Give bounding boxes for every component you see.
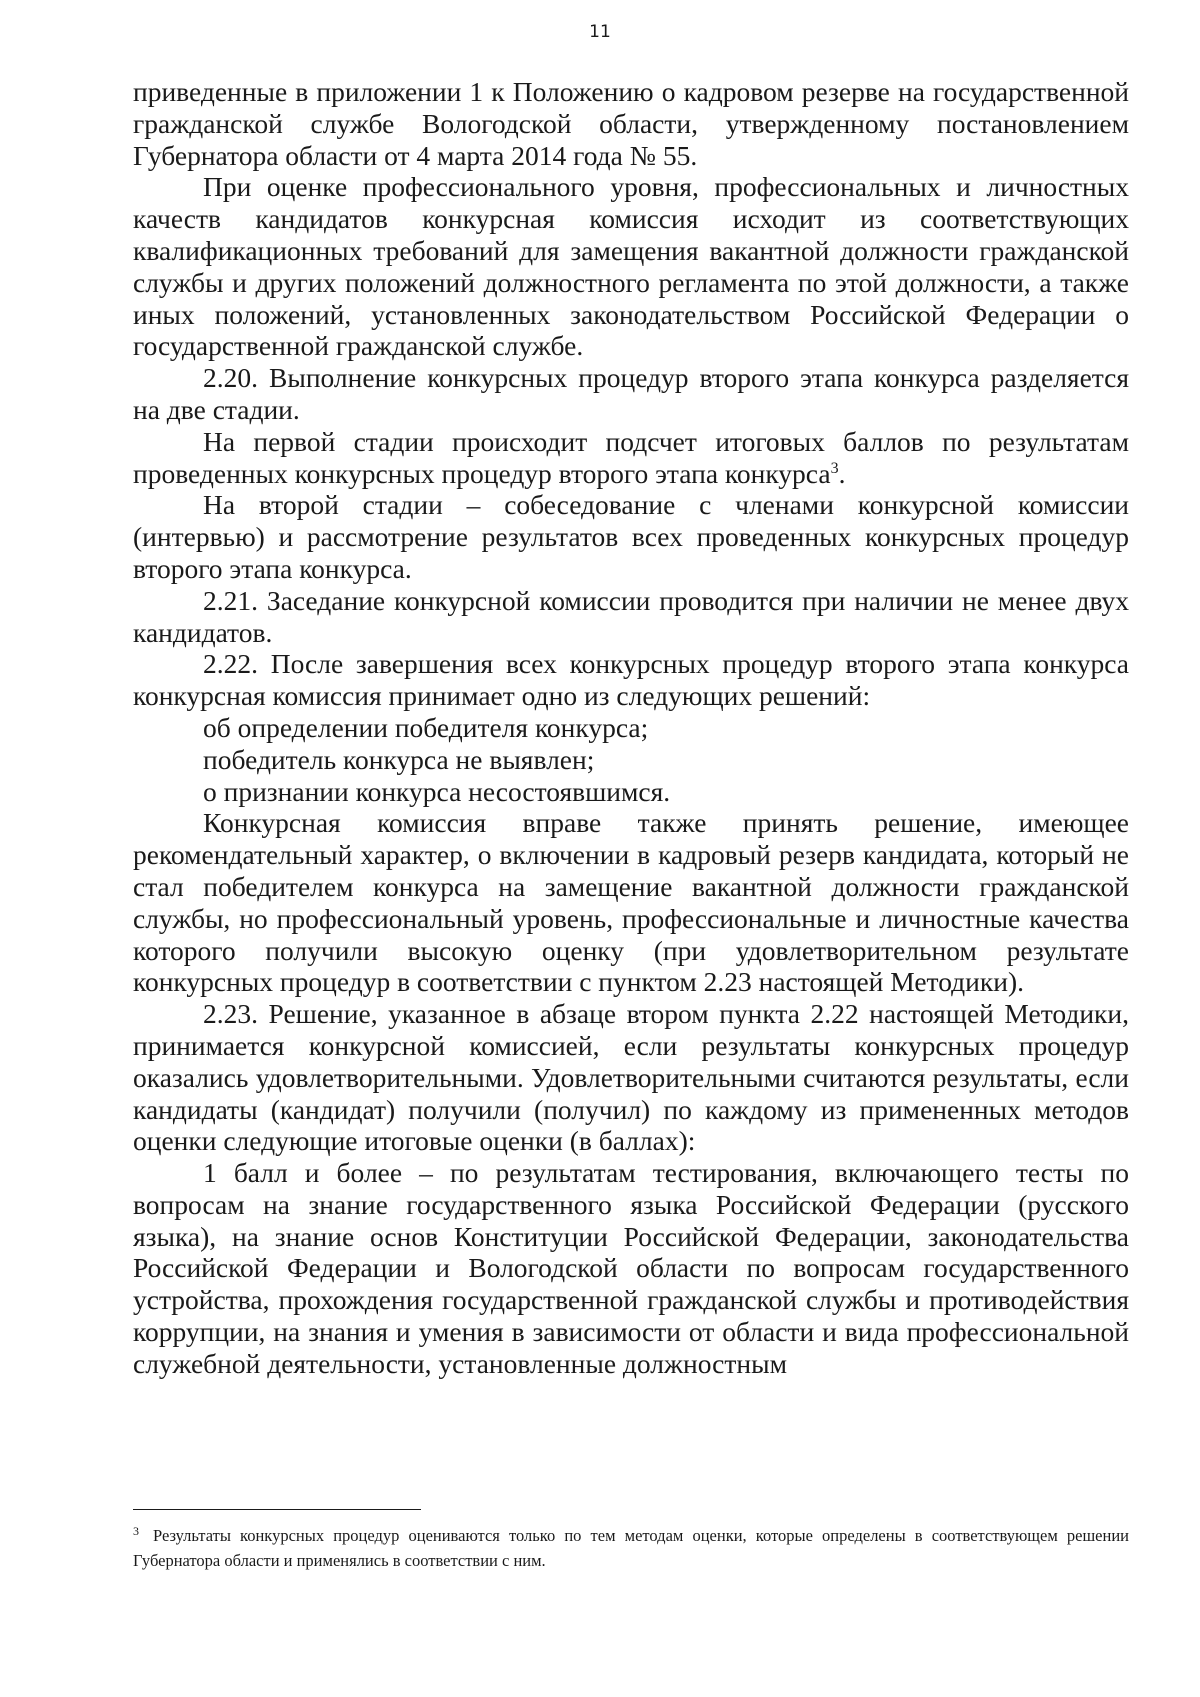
list-item: о признании конкурса несостоявшимся. — [203, 775, 671, 807]
paragraph: На второй стадии – собеседование с членами конкурсной комиссии (интервью) и рассмотрение результатов всех проведенных конкурсных процедур второго этапа конкурса. — [133, 489, 1129, 584]
paragraph-with-footnote-ref — [133, 426, 1129, 490]
footnote-reference: 3 — [830, 459, 839, 477]
document-body — [133, 76, 1129, 1380]
list-item: об определении победителя конкурса; — [203, 711, 649, 743]
paragraph: 1 балл и более – по результатам тестирования, включающего тесты по вопросам на знание государственного языка Российской Федерации (русского языка), на знание основ Конституции Российской Федерации, законодательства Российской Федерации и Вологодской области по вопросам государственного устройства, прохождения государственной гражданской службы и противодействия коррупции, на знания и умения в зависимости от области и вида профессиональной служебной деятельности, установленные должностным — [133, 1157, 1129, 1379]
paragraph-text: На первой стадии происходит подсчет итоговых баллов по результатам проведенных конкурсных процедур второго этапа конкурса — [133, 425, 1129, 489]
paragraph: 2.22. После завершения всех конкурсных процедур второго этапа конкурса конкурсная комиссия принимает одно из следующих решений: — [133, 648, 1129, 712]
footnote-text: Результаты конкурсных процедур оцениваются только по тем методам оценки, которые определены в соответствующем решении Губернатора области и применялись в соответствии с ним. — [133, 1526, 1129, 1570]
footnote-paragraph — [133, 1523, 1129, 1573]
paragraph-punctuation: . — [838, 457, 846, 489]
list-item: победитель конкурса не выявлен; — [203, 743, 595, 775]
paragraph: 2.23. Решение, указанное в абзаце втором пункта 2.22 настоящей Методики, принимается конкурсной комиссией, если результаты конкурсных процедур оказались удовлетворительными. Удовлетворительными считаются результаты, если кандидаты (кандидат) получили (получил) по каждому из примененных методов оценки следующие итоговые оценки (в баллах): — [133, 998, 1129, 1157]
page-number: 11 — [589, 22, 611, 42]
paragraph: Конкурсная комиссия вправе также принять решение, имеющее рекомендательный характер, о включении в кадровый резерв кандидата, который не стал победителем конкурса на замещение вакантной должности гражданской службы, но профессиональный уровень, профессиональные и личностные качества которого получили высокую оценку (при удовлетворительном результате конкурсных процедур в соответствии с пунктом 2.23 настоящей Методики). — [133, 807, 1129, 998]
footnote — [133, 1523, 1129, 1573]
paragraph: 2.20. Выполнение конкурсных процедур второго этапа конкурса разделяется на две стадии. — [133, 362, 1129, 425]
footnote-separator — [133, 1509, 421, 1510]
paragraph: 2.21. Заседание конкурсной комиссии проводится при наличии не менее двух кандидатов. — [133, 584, 1129, 648]
paragraph: При оценке профессионального уровня, профессиональных и личностных качеств кандидатов конкурсная комиссия исходит из соответствующих квалификационных требований для замещения вакантной должности гражданской службы и других положений должностного регламента по этой должности, а также иных положений, установленных законодательством Российской Федерации о государственной гражданской службе. — [133, 171, 1129, 362]
footnote-mark: 3 — [133, 1523, 139, 1538]
paragraph: приведенные в приложении 1 к Положению о кадровом резерве на государственной гражданской службе Вологодской области, утвержденному постановлением Губернатора области от 4 марта 2014 года № 55. — [133, 76, 1129, 171]
